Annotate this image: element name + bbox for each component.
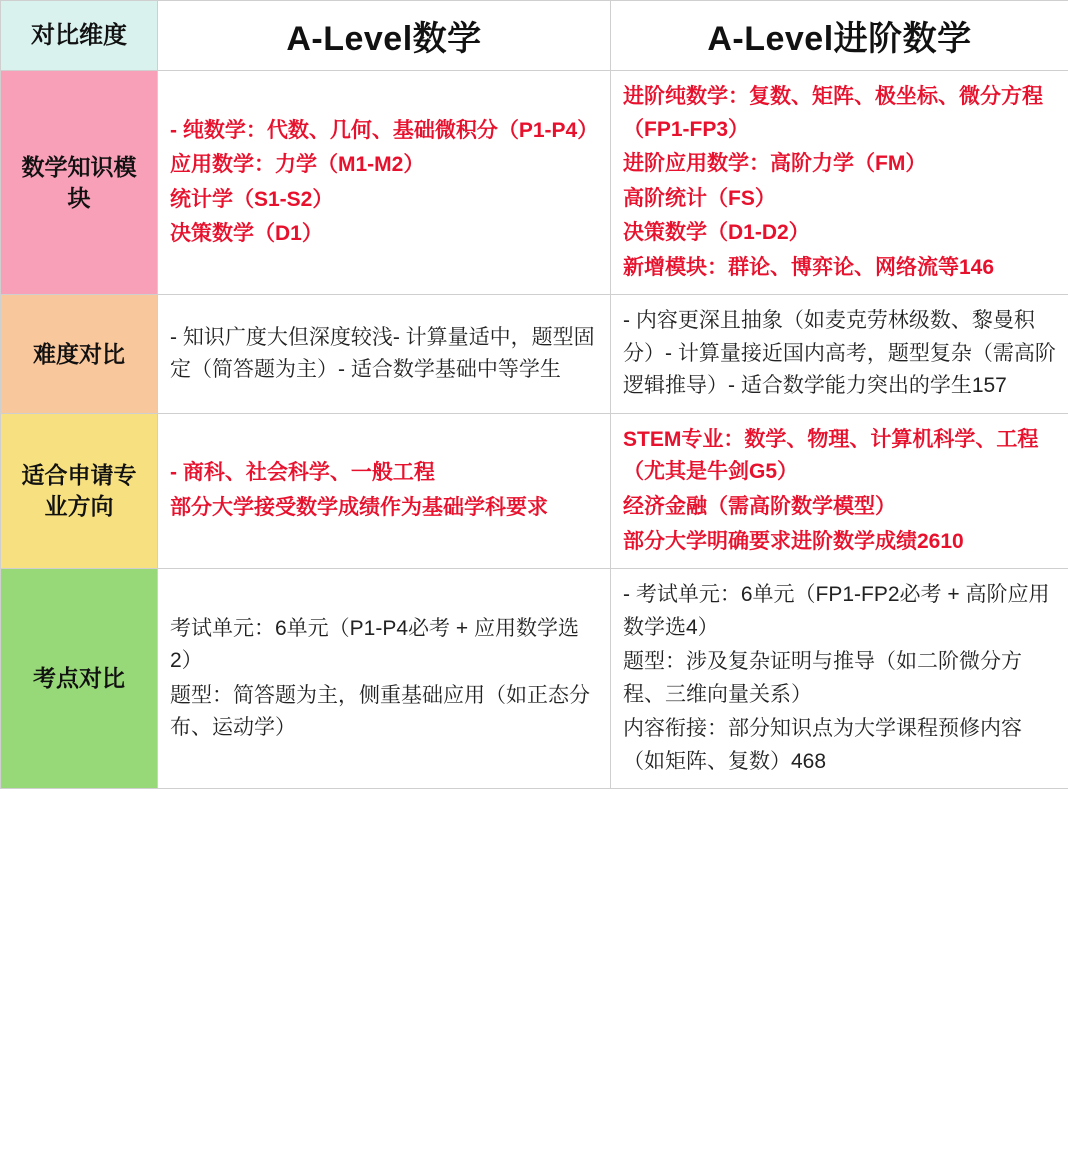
cell-line: 部分大学明确要求进阶数学成绩2610 [623,529,964,553]
cell-line: 题型：简答题为主，侧重基础应用（如正态分布、运动学） [170,683,590,740]
cell-line: 部分大学接受数学成绩作为基础学科要求 [170,496,548,520]
cell-line: - 考试单元：6单元（FP1-FP2必考 + 高阶应用数学选4） [623,583,1050,639]
cell-line: - 纯数学：代数、几何、基础微积分（P1-P4） [170,118,599,142]
table-header-row [1,1,1068,71]
cell-line: 题型：涉及复杂证明与推导（如二阶微分方程、三维向量关系） [623,650,1022,706]
cell-line: 经济金融（需高阶数学模型） [623,495,896,519]
table-row [1,295,1068,414]
table-row [1,71,1068,295]
cell-line: - 内容更深且抽象（如麦克劳林级数、黎曼积分）- 计算量接近国内高考，题型复杂（需高阶逻辑推导）- 适合数学能力突出的学生157 [623,309,1056,398]
cell-line: 内容衔接：部分知识点为大学课程预修内容（如矩阵、复数）468 [623,717,1022,773]
cell-line: 进阶应用数学：高阶力学（FM） [623,152,927,176]
cell-line: 决策数学（D1-D2） [623,221,810,245]
row-label-difficulty: 难度对比 [1,295,158,414]
cell-line: 进阶纯数学：复数、矩阵、极坐标、微分方程（FP1-FP3） [623,85,1043,141]
cell-further-difficulty [611,295,1068,414]
cell-line: - 商科、社会科学、一般工程 [170,461,435,485]
cell-line: - 知识广度大但深度较浅- 计算量适中，题型固定（简答题为主）- 适合数学基础中等学生 [170,325,595,382]
row-label-majors: 适合申请专业方向 [1,413,158,568]
cell-line: 新增模块：群论、博弈论、网络流等146 [623,255,995,279]
table-row [1,413,1068,568]
cell-math-exam-points [158,569,611,789]
table-row [1,569,1068,789]
cell-math-difficulty [158,295,611,414]
header-col-math: A-Level数学 [158,1,611,71]
cell-math-majors [158,413,611,568]
cell-math-knowledge-modules [158,71,611,295]
cell-further-majors [611,413,1068,568]
header-col-further: A-Level进阶数学 [611,1,1068,71]
cell-line: STEM专业：数学、物理、计算机科学、工程（尤其是牛剑G5） [623,427,1039,484]
cell-line: 考试单元：6单元（P1-P4必考 + 应用数学选2） [170,616,579,673]
row-label-knowledge-modules: 数学知识模块 [1,71,158,295]
header-dimension-label: 对比维度 [1,1,158,71]
cell-line: 高阶统计（FS） [623,186,776,210]
cell-line: 统计学（S1-S2） [170,187,334,211]
cell-line: 决策数学（D1） [170,222,323,246]
row-label-exam-points: 考点对比 [1,569,158,789]
cell-further-exam-points [611,569,1068,789]
cell-further-knowledge-modules [611,71,1068,295]
cell-line: 应用数学：力学（M1-M2） [170,153,425,177]
